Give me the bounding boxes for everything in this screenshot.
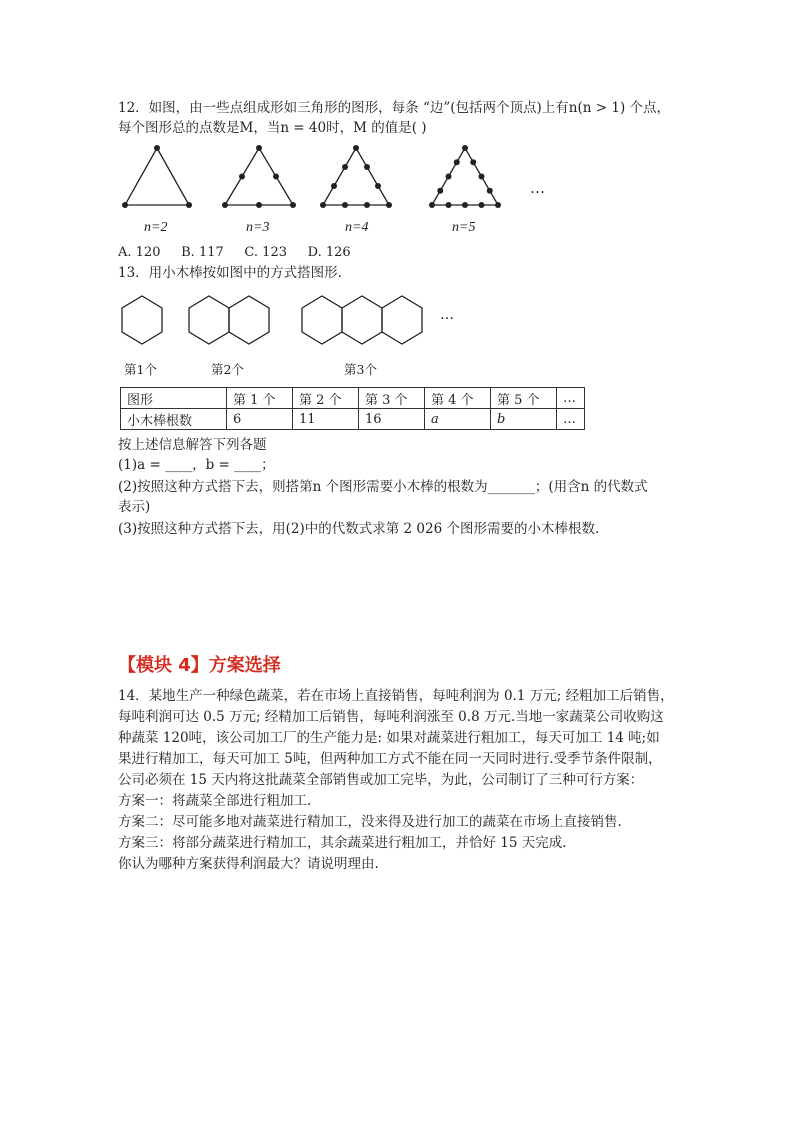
table-cell: 第 2 个 (293, 388, 359, 409)
table-cell: 16 (359, 409, 425, 430)
table-cell: 第 5 个 (491, 388, 557, 409)
hexagon-fig3-b (342, 296, 382, 344)
table-cell: b (491, 409, 557, 430)
table-cell: a (425, 409, 491, 430)
hexagon-fig3-a (302, 296, 342, 344)
table-header-row (121, 388, 585, 409)
hexagon-stick-figures (115, 290, 435, 350)
q13-ellipsis: … (440, 307, 454, 323)
q14-plan-2: 方案二：尽可能多地对蔬菜进行精加工，没来得及进行加工的蔬菜在市场上直接销售. (118, 814, 622, 830)
stick-count-table (120, 387, 585, 430)
fig-label-3: 第3个 (344, 362, 377, 377)
q12-line-1: 12．如图，由一些点组成形如三角形的图形，每条 “边”(包括两个顶点)上有n(n > 1) 个点， (118, 100, 671, 116)
table-cell: 第 3 个 (359, 388, 425, 409)
triangle-n5 (432, 148, 498, 205)
q14-line-1: 14．某地生产一种绿色蔬菜，若在市场上直接销售，每吨利润为 0.1 万元; 经粗加工后销售， (118, 688, 674, 704)
q13-prompt: 按上述信息解答下列各题 (118, 437, 267, 453)
table-cell: 第 4 个 (425, 388, 491, 409)
triangle-n3 (225, 148, 293, 205)
q14-plan-1: 方案一：将蔬菜全部进行粗加工. (118, 793, 312, 809)
q14-line-3: 种蔬菜 120吨，该公司加工厂的生产能力是: 如果对蔬菜进行粗加工，每天可加工 14 吨;如 (118, 730, 660, 746)
table-cell: … (557, 388, 585, 409)
hexagon-fig2-a (189, 296, 229, 344)
q13-part-2-line-1: (2)按照这种方式搭下去，则搭第n 个图形需要小木棒的根数为_______；(用含n 的代数式 (118, 479, 648, 495)
triangle-dot-figures (110, 140, 570, 215)
q12-ellipsis: … (530, 179, 545, 197)
caption-n2: n=2 (144, 220, 168, 235)
q13-intro: 13．用小木棒按如图中的方式搭图形. (118, 265, 342, 281)
triangle-n2 (125, 148, 189, 205)
q14-line-4: 果进行精加工，每天可加工 5吨，但两种加工方式不能在同一天同时进行.受季节条件限制， (118, 751, 662, 767)
q14-plan-3: 方案三：将部分蔬菜进行精加工，其余蔬菜进行粗加工，并恰好 15 天完成. (118, 835, 567, 851)
q13-part-1: (1)a = ____，b = ____； (118, 457, 275, 473)
q14-line-5: 公司必须在 15 天内将这批蔬菜全部销售或加工完毕，为此，公司制订了三种可行方案： (118, 772, 644, 788)
table-cell: 第 1 个 (227, 388, 293, 409)
fig-label-1: 第1个 (124, 362, 157, 377)
table-cell: 11 (293, 409, 359, 430)
q14-line-2: 每吨利润可达 0.5 万元; 经精加工后销售，每吨利润涨至 0.8 万元.当地一家蔬菜公司收购这 (118, 709, 664, 725)
table-cell: 小木棒根数 (121, 409, 227, 430)
q13-part-3: (3)按照这种方式搭下去，用(2)中的代数式求第 2 026 个图形需要的小木棒根数. (118, 521, 600, 537)
fig-label-2: 第2个 (211, 362, 244, 377)
q12-options: A. 120 B. 117 C. 123 D. 126 (118, 245, 351, 260)
caption-n3: n=3 (246, 220, 270, 235)
q13-part-2-line-2: 表示) (118, 499, 151, 515)
q12-line-2: 每个图形总的点数是M，当n = 40时，M 的值是( ) (118, 120, 427, 136)
table-cell: 图形 (121, 388, 227, 409)
table-cell: … (557, 409, 585, 430)
hexagon-fig3-c (382, 296, 422, 344)
hexagon-fig2-b (229, 296, 269, 344)
caption-n5: n=5 (452, 220, 476, 235)
triangle-n4 (323, 148, 389, 205)
caption-n4: n=4 (345, 220, 369, 235)
module-heading: 【模块 4】方案选择 (118, 655, 281, 676)
q14-question: 你认为哪种方案获得利润最大？请说明理由. (118, 856, 379, 872)
table-row (121, 409, 585, 430)
hexagon-fig1 (122, 296, 162, 344)
table-cell: 6 (227, 409, 293, 430)
